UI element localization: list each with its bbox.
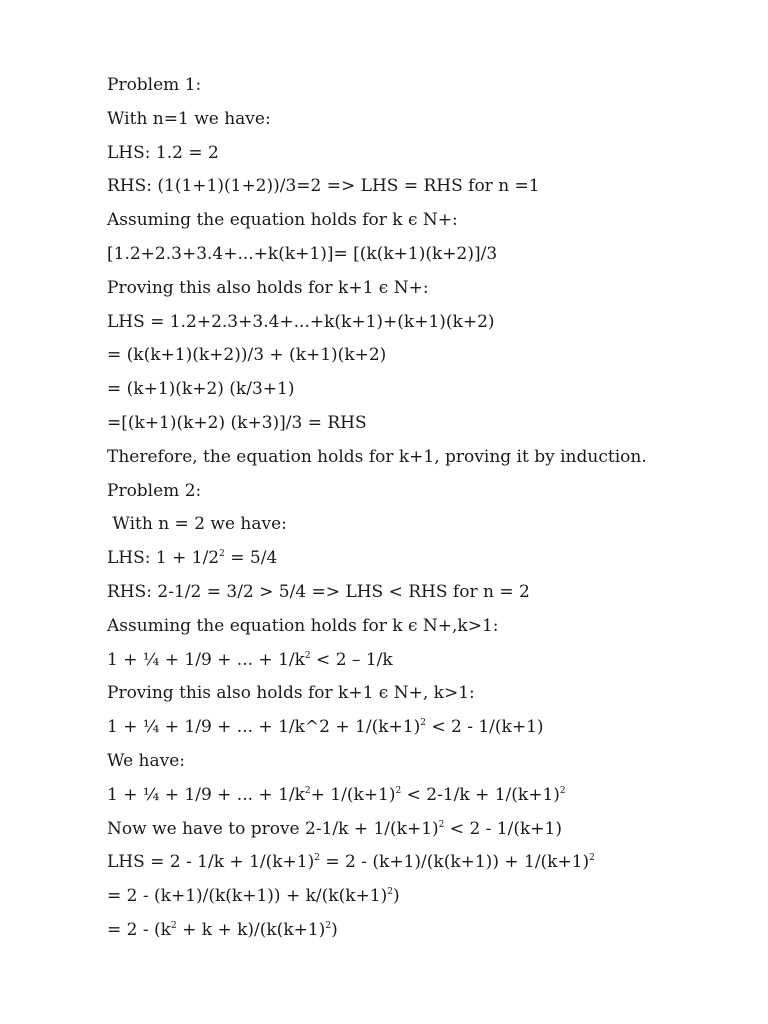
text-line	[107, 141, 747, 175]
text-segment: Assuming the equation holds for k ϵ N+,k>1:	[107, 615, 499, 636]
superscript: 2	[219, 549, 225, 560]
text-line	[107, 276, 747, 310]
text-segment: = 2 - (k+1)/(k(k+1)) + k/(k(k+1)	[107, 886, 388, 907]
text-line	[107, 749, 747, 783]
text-segment: 1 + ¼ + 1/9 + ... + 1/k^2 + 1/(k+1)	[107, 717, 421, 738]
text-line	[107, 377, 747, 411]
text-line	[107, 174, 747, 208]
text-segment: LHS: 1 + 1/2	[107, 548, 220, 569]
text-segment: We have:	[107, 750, 186, 771]
text-segment: With n = 2 we have:	[107, 514, 287, 535]
text-line	[107, 817, 747, 851]
text-segment: 1 + ¼ + 1/9 + ... + 1/k	[107, 784, 305, 805]
superscript: 2	[589, 853, 595, 864]
text-line	[107, 681, 747, 715]
text-segment: = (k(k+1)(k+2))/3 + (k+1)(k+2)	[107, 345, 387, 366]
text-segment: RHS: (1(1+1)(1+2))/3=2 => LHS = RHS for n =1	[107, 176, 540, 197]
text-line	[107, 242, 747, 276]
text-line	[107, 884, 747, 918]
text-line	[107, 546, 747, 580]
text-line	[107, 783, 747, 817]
document-body	[107, 73, 747, 952]
text-segment: LHS = 1.2+2.3+3.4+...+k(k+1)+(k+1)(k+2)	[107, 311, 495, 332]
superscript: 2	[420, 718, 426, 729]
superscript: 2	[314, 853, 320, 864]
superscript: 2	[325, 920, 332, 931]
text-line	[107, 715, 747, 749]
text-segment: Assuming the equation holds for k ϵ N+:	[107, 210, 458, 231]
text-segment: Proving this also holds for k+1 ϵ N+:	[107, 277, 429, 298]
superscript: 2	[438, 819, 445, 830]
text-segment: =[(k+1)(k+2) (k+3)]/3 = RHS	[107, 412, 367, 433]
text-segment: < 2 - 1/(k+1)	[444, 818, 562, 839]
text-line	[107, 918, 747, 952]
text-segment: [1.2+2.3+3.4+...+k(k+1)]= [(k(k+1)(k+2)]/3	[107, 243, 498, 264]
text-line	[107, 107, 747, 141]
text-line	[107, 614, 747, 648]
text-segment: LHS = 2 - 1/k + 1/(k+1)	[107, 852, 315, 873]
superscript: 2	[395, 785, 402, 796]
superscript: 2	[304, 785, 311, 796]
text-segment: Problem 2:	[107, 480, 202, 501]
text-line	[107, 512, 747, 546]
text-segment: )	[392, 886, 400, 907]
text-line	[107, 479, 747, 513]
text-line	[107, 73, 747, 107]
text-line	[107, 850, 747, 884]
text-line	[107, 411, 747, 445]
text-segment: = 2 - (k+1)/(k(k+1)) + 1/(k+1)	[319, 852, 590, 873]
text-segment: Now we have to prove 2-1/k + 1/(k+1)	[107, 818, 439, 839]
text-segment: Therefore, the equation holds for k+1, proving it by induction.	[107, 446, 647, 467]
superscript: 2	[387, 887, 393, 898]
text-segment: )	[331, 919, 338, 940]
text-line	[107, 343, 747, 377]
text-segment: RHS: 2-1/2 = 3/2 > 5/4 => LHS < RHS for n = 2	[107, 581, 530, 602]
text-segment: < 2 – 1/k	[310, 649, 393, 670]
text-segment: + 1/(k+1)	[310, 784, 396, 805]
text-line	[107, 445, 747, 479]
text-line	[107, 648, 747, 682]
text-segment: < 2-1/k + 1/(k+1)	[401, 784, 560, 805]
text-segment: = (k+1)(k+2) (k/3+1)	[107, 379, 295, 400]
text-segment: LHS: 1.2 = 2	[107, 142, 219, 163]
text-segment: = 2 - (k	[107, 919, 171, 940]
superscript: 2	[170, 920, 177, 931]
text-line	[107, 310, 747, 344]
text-line	[107, 208, 747, 242]
text-segment: Problem 1:	[107, 75, 202, 95]
text-line	[107, 580, 747, 614]
text-segment: < 2 - 1/(k+1)	[425, 717, 544, 738]
text-segment: With n=1 we have:	[107, 108, 271, 129]
text-segment: + k + k)/(k(k+1)	[176, 919, 326, 940]
superscript: 2	[559, 785, 566, 796]
text-segment: Proving this also holds for k+1 ϵ N+, k>1:	[107, 683, 475, 704]
text-segment: = 5/4	[224, 548, 278, 569]
superscript: 2	[304, 650, 311, 661]
text-segment: 1 + ¼ + 1/9 + ... + 1/k	[107, 649, 305, 670]
